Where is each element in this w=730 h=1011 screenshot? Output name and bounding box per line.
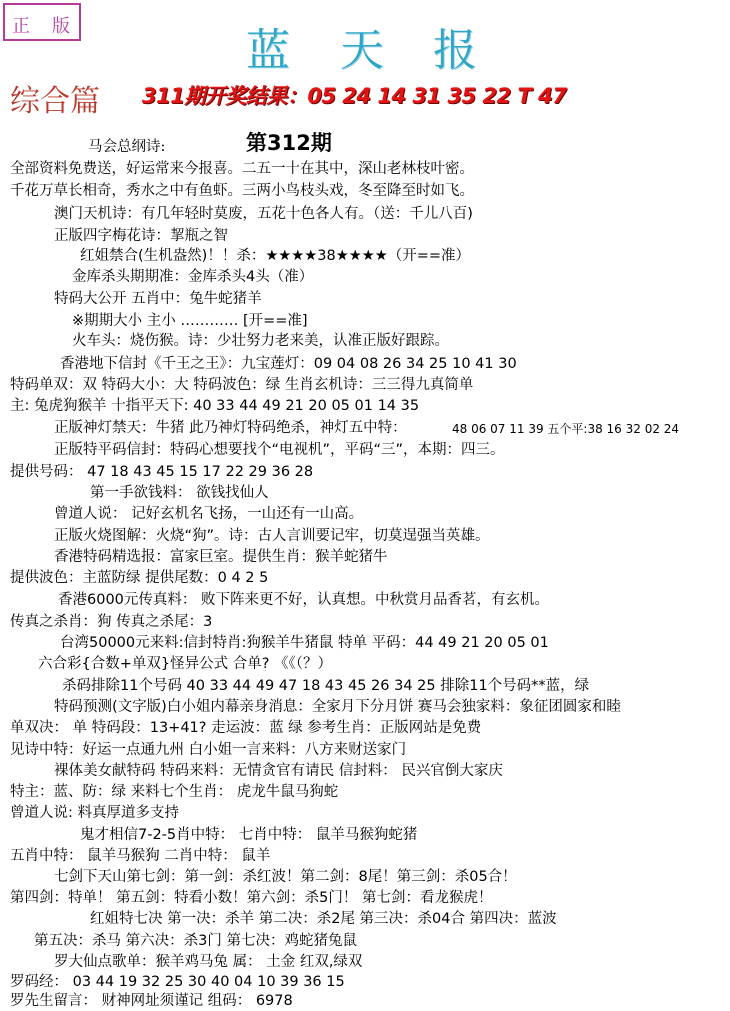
- text-line: 曾道人说: 料真厚道多支持: [10, 805, 179, 821]
- text-line: 特码大公开 五肖中：兔牛蛇猪羊: [54, 291, 262, 307]
- text-line: 杀码排除11个号码 40 33 44 49 47 18 43 45 26 34 25 排除11个号码**蓝，绿: [62, 678, 590, 694]
- text-line: 台湾50000元来料:信封特肖:狗猴羊牛猪鼠 特单 平码：44 49 21 20 05 01: [60, 635, 549, 651]
- title-char-1: 蓝: [246, 25, 290, 76]
- section-title: 综合篇: [10, 84, 100, 119]
- text-line: 特主：蓝、防：绿 来料七个生肖： 虎龙牛鼠马狗蛇: [10, 784, 339, 800]
- text-line: 见诗中特：好运一点通九州 白小姐一言来料：八方来财送家门: [10, 742, 407, 758]
- text-line: 48 06 07 11 39 五个平:38 16 32 02 24: [452, 422, 680, 436]
- text-line: 正版火烧图解：火烧“狗”。诗：古人言训要记牢，切莫逞强当英雄。: [54, 528, 490, 544]
- text-line: 第五决：杀马 第六决：杀3门 第七决：鸡蛇猪兔鼠: [34, 933, 357, 949]
- text-line: ※期期大小 主小 ………… [开==准]: [72, 313, 308, 329]
- text-line: 主: 兔虎狗猴羊 十指平天下: 40 33 44 49 21 20 05 01 14 35: [10, 398, 420, 414]
- text-line: 第四剑：特单！ 第五剑：特看小数！第六剑：杀5门！ 第七剑：看龙猴虎！: [10, 890, 493, 906]
- text-line: 马会总纲诗:: [88, 139, 166, 155]
- text-line: 曾道人说： 记好玄机名飞扬，一山还有一山高。: [54, 506, 364, 522]
- text-line: 正版四字梅花诗：挈瓶之智: [54, 228, 228, 244]
- text-line: 全部资料免费送，好运常来今报喜。二五一十在其中，深山老林枝叶密。: [10, 161, 474, 177]
- title-char-2: 天: [340, 25, 384, 76]
- text-line: 单双决： 单 特码段：13+41? 走运波：蓝 绿 参考生肖：正版网站是免费: [10, 720, 482, 736]
- text-line: 特码预测(文字版)白小姐内幕亲身消息：全家月下分月饼 赛马会独家料：象征团圆家和睦: [54, 699, 621, 715]
- text-line: 鬼才相信7-2-5肖中特： 七肖中特： 鼠羊马猴狗蛇猪: [80, 827, 418, 843]
- text-line: 七剑下天山第七剑：第一剑：杀红波！第二剑：8尾！第三剑：杀05合！: [54, 869, 517, 885]
- text-line: 罗码经： 03 44 19 32 25 30 40 04 10 39 36 15: [10, 974, 345, 990]
- text-line: 千花万草长相奇，秀水之中有鱼虾。三两小鸟枝头戏，冬至降至时如飞。: [10, 183, 474, 199]
- stamp-char-1: 正: [12, 16, 30, 37]
- text-line: 正版神灯禁天：牛猪 此乃神灯特码绝杀，神灯五中特：: [54, 420, 407, 436]
- text-line: 五肖中特： 鼠羊马猴狗 二肖中特： 鼠羊: [10, 848, 271, 864]
- text-line: 提供号码： 47 18 43 45 15 17 22 29 36 28: [10, 464, 314, 480]
- text-line: 红姐禁合(生机盎然)！！杀：★★★★38★★★★（开==准）: [80, 248, 471, 264]
- text-line: 金库杀头期期准：金库杀头4头（准）: [72, 269, 314, 285]
- issue-number: 第312期: [246, 131, 332, 155]
- title-char-3: 报: [433, 25, 477, 76]
- text-line: 澳门天机诗：有几年轻时莫废，五花十色各人有。（送：千儿八百): [54, 206, 473, 222]
- text-line: 裸体美女献特码 特码来料：无情贪官有请民 信封料： 民兴官倒大家庆: [54, 763, 503, 779]
- draw-result: 311期开奖结果：05 24 14 31 35 22 T 47: [142, 84, 567, 108]
- text-line: 香港特码精选报：富家巨室。提供生肖：猴羊蛇猪牛: [54, 549, 388, 565]
- stamp-char-2: 版: [52, 16, 70, 37]
- text-line: 罗大仙点歌单：猴羊鸡马兔 属： 土金 红双,绿双: [54, 954, 363, 970]
- text-line: 传真之杀肖：狗 传真之杀尾：3: [10, 614, 213, 630]
- text-line: 六合彩{合数+单双}怪异公式 合单? 《《（？）: [38, 656, 333, 672]
- text-line: 特码单双：双 特码大小：大 特码波色：绿 生肖玄机诗：三三得九真简单: [10, 377, 474, 393]
- authentic-stamp: [3, 3, 81, 41]
- text-line: 罗先生留言： 财神网址须谨记 组码： 6978: [10, 993, 293, 1009]
- text-line: 火车头：烧伤猴。诗：少壮努力老来美，认准正版好跟踪。: [72, 333, 449, 349]
- text-line: 红姐特七决 第一决：杀羊 第二决：杀2尾 第三决：杀04合 第四决：蓝波: [90, 911, 557, 927]
- text-line: 香港6000元传真料： 败下阵来更不好，认真想。中秋赏月品香茗，有玄机。: [58, 592, 550, 608]
- text-line: 正版特平码信封：特码心想要找个“电视机”，平码“三”，本期：四三。: [54, 442, 505, 458]
- text-line: 香港地下信封《千王之王》：九宝莲灯：09 04 08 26 34 25 10 41 30: [60, 356, 517, 372]
- text-line: 提供波色：主蓝防绿 提供尾数：0 4 2 5: [10, 570, 269, 586]
- text-line: 第一手欲钱料： 欲钱找仙人: [90, 485, 269, 501]
